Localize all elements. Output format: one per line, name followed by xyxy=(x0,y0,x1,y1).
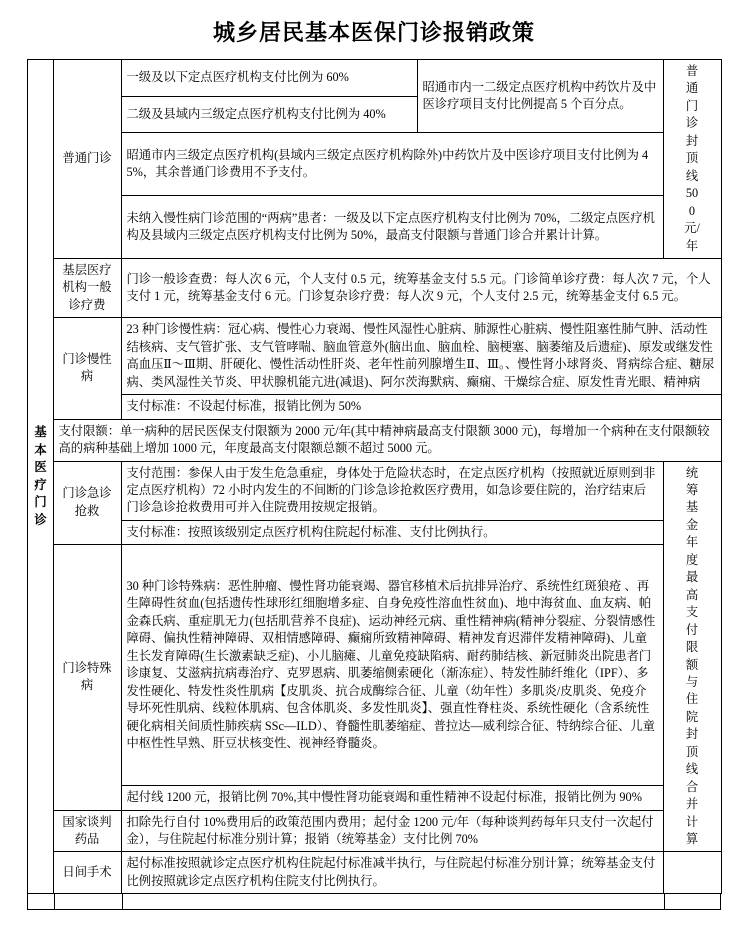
putong-item-3: 昭通市内三级定点医疗机构(县域内三级定点医疗机构除外)中药饮片及中医诊疗项目支付比例为 45%，其余普通门诊费用不予支付。 xyxy=(121,133,663,196)
divider-1 xyxy=(54,894,55,909)
category-manxing: 门诊慢性病 xyxy=(53,318,121,419)
teshu-item-2: 起付线 1200 元，报销比例 70%,其中慢性肾功能衰竭和重性精神不设起付标准，报销比例为 90% xyxy=(121,786,663,810)
divider-3 xyxy=(664,894,665,909)
tanpan-text: 扣除先行自付 10%费用后的政策范围内费用；起付金 1200 元/年（每种谈判药每年只支付一次起付金），与住院起付标准分别计算；报销（统筹基金）支付比例 70% xyxy=(121,810,663,852)
divider-2 xyxy=(122,894,123,909)
page-title: 城乡居民基本医保门诊报销政策 xyxy=(212,20,535,45)
manxing-item-1: 23 种门诊慢性病：冠心病、慢性心力衰竭、慢性风湿性心脏病、肺源性心脏病、慢性阻塞性肺气肿、活动性结核病、支气管扩张、支气管哮喘、脑血管意外(脑出血、脑血栓、脑梗塞、脑萎缩及后遗症)、原发或继发性高血压Ⅱ～Ⅲ期、肝硬化、慢性活动性肝炎、老年性前列腺增生Ⅱ、Ⅲ。、慢性肾小球肾炎、肾病综合症、糖尿病、类风湿性关节炎、甲状腺机能亢进(减退)、阿尔茨海默病、癫痫、干燥综合症、原发性青光眼、精神病 xyxy=(121,318,721,395)
jijiu-item-2: 支付标准：按照该级别定点医疗机构住院起付标准、支付比例执行。 xyxy=(121,520,663,544)
teshu-item-1: 30 种门诊特殊病：恶性肿瘤、慢性肾功能衰竭、器官移植术后抗排异治疗、系统性红斑狼疮 、再生障碍性贫血(包括遗传性球形红细胞增多症、自身免疫性溶血性贫血)、地中海贫血、血友病、帕金森氏病、重症肌无力(包括肌营养不良症)、运动神经元病、重性精神病(精神分裂症、分裂情感性障碍、偏执性精神障碍、双相情感障碍、癫痫所致精神障碍、精神发育迟滞伴发精神障碍)、儿童生长发育障碍(生长激素缺乏症)、小儿脑瘫、儿童免疫缺陷病、耐药肺结核、新冠肺炎出院患者门诊康复、艾滋病抗病毒治疗、克罗恩病、肌萎缩侧索硬化（渐冻症）、特发性肺纤维化（IPF）、多发性硬化、特发性炎性肌病【皮肌炎、抗合成酶综合征、儿童（幼年性）多肌炎/皮肌炎、免疫介导坏死性肌病、线粒体肌病、包含体肌炎、多发性肌炎】、强直性脊柱炎、系统性硬化（含系统性硬化病相关间质性肺疾病 SSc—ILD）、脊髓性肌萎缩症、普拉达—威利综合征、特纳综合征、儿童中枢性性早熟、肝豆状核变性、视神经脊髓炎。 xyxy=(121,545,663,786)
teshu-cap: 统筹基金年度最高支付限额与住院封顶线合并计算 xyxy=(663,461,721,852)
category-teshu: 门诊特殊病 xyxy=(53,545,121,810)
manxing-item-2: 支付标准：不设起付标准，报销比例为 50% xyxy=(121,395,721,419)
table-row xyxy=(27,520,721,544)
table-row xyxy=(27,786,721,810)
manxing-item-3: 支付限额：单一病种的居民医保支付限额为 2000 元/年(其中精神病最高支付限额 3000 元)，每增加一个病种在支付限额较高的病种基础上增加 1000 元，年度最高支付限额总额不超过 5000 元。 xyxy=(53,419,721,461)
table-row xyxy=(27,196,721,259)
table-row xyxy=(27,395,721,419)
side-label-text: 基本医疗门诊 xyxy=(34,425,47,527)
putong-item-4: 未纳入慢性病门诊范围的“两病”患者：一级及以下定点医疗机构支付比例为 70%，二级定点医疗机构及县域内三级定点医疗机构支付比例为 50%，最高支付限额与普通门诊合并累计计算。 xyxy=(121,196,663,259)
table-row xyxy=(27,133,721,196)
category-tanpan: 国家谈判药品 xyxy=(53,810,121,852)
category-putong: 普通门诊 xyxy=(53,60,121,259)
table-row xyxy=(27,419,721,461)
category-rijian: 日间手术 xyxy=(53,852,121,894)
table-row xyxy=(27,60,721,97)
table-row xyxy=(27,461,721,520)
rijian-text: 起付标准按照就诊定点医疗机构住院起付标准减半执行，与住院起付标准分别计算；统筹基金支付比例按照就诊定点医疗机构住院支付比例执行。 xyxy=(121,852,663,894)
table-bottom-continuation xyxy=(27,894,721,910)
category-jiceng: 基层医疗机构一般诊疗费 xyxy=(53,258,121,317)
putong-note: 昭通市内一二级定点医疗机构中药饮片及中医诊疗项目支付比例提高 5 个百分点。 xyxy=(417,60,663,133)
table-row xyxy=(27,810,721,852)
category-jijiu: 门诊急诊抢救 xyxy=(53,461,121,545)
putong-cap: 普通门诊封顶线 500 元/年 xyxy=(663,60,721,259)
table-row xyxy=(27,545,721,786)
policy-table xyxy=(27,59,722,894)
table-row xyxy=(27,852,721,894)
jiceng-text: 门诊一般诊查费：每人次 6 元，个人支付 0.5 元，统筹基金支付 5.5 元。门诊简单诊疗费：每人次 7 元，个人支付 1 元，统筹基金支付 6 元。门诊复杂诊疗费：每人次 9 元，个人支付 2.5 元，统筹基金支付 6.5 元。 xyxy=(121,258,721,317)
putong-item-1: 一级及以下定点医疗机构支付比例为 60% xyxy=(121,60,417,97)
table-row xyxy=(27,258,721,317)
putong-item-2: 二级及县域内三级定点医疗机构支付比例为 40% xyxy=(121,96,417,133)
jijiu-item-1: 支付范围：参保人由于发生危急重症，身体处于危险状态时，在定点医疗机构（按照就近原则到非定点医疗机构）72 小时内发生的不间断的门诊急诊抢救医疗费用，如急诊要住院的，治疗结束后门诊急诊抢救费用可并入住院费用按规定报销。 xyxy=(121,461,663,520)
table-row xyxy=(27,318,721,395)
side-label-cell xyxy=(27,60,53,894)
